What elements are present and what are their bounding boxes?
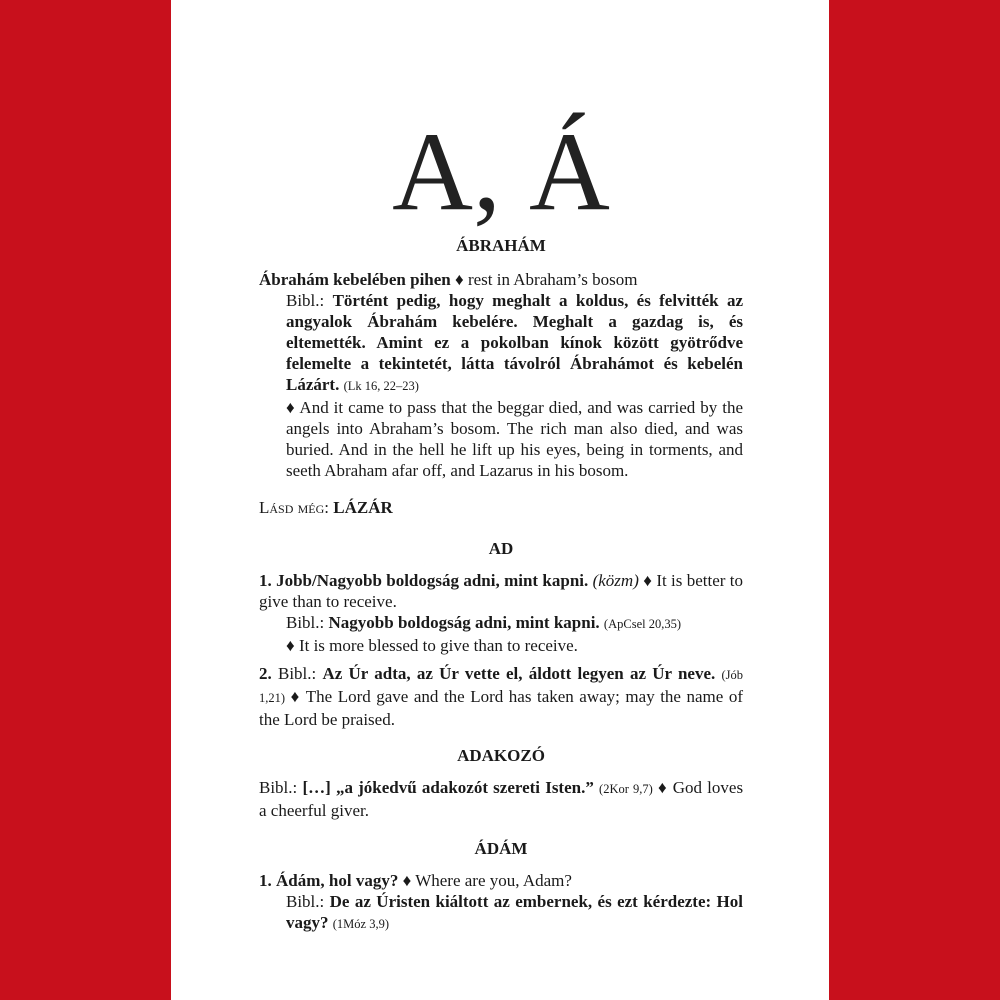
translation: rest in Abraham’s bosom: [467, 270, 638, 289]
section-letter: A, Á: [392, 110, 610, 234]
diamond-separator: ♦: [286, 636, 295, 655]
diamond-separator: ♦: [402, 871, 412, 890]
bible-quote: Az Úr adta, az Úr vette el, áldott legyen az Úr neve.: [322, 664, 716, 683]
see-also-label: Lásd még:: [259, 498, 330, 517]
bible-quote-english: It is more blessed to give than to receive.: [298, 636, 578, 655]
translation: The Lord gave and the Lord has taken away; may the name of the Lord be praised.: [259, 687, 743, 729]
bible-quote-english: And it came to pass that the beggar died, and was carried by the angels into Abraham’s bosom. The rich man also died, and was buried. And in the hell he lift up his eyes, being in torments, and seeth Abraham afar off, and Lazarus in his bosom.: [286, 398, 743, 480]
entry-adam-bibl: [259, 891, 743, 935]
bibl-label: Bibl.:: [286, 291, 325, 310]
bible-quote: Történt pedig, hogy meghalt a koldus, és felvitték az angyalok Ábrahám kebelére. Meghalt a gazdag is, és eltemették. Amint ez a pokolban kínok között gyötrődve felemelte a tekintetét, látta távolról Ábrahámot és kebelén Lázárt.: [286, 291, 743, 394]
phrase: Ádám, hol vagy?: [276, 871, 399, 890]
bibl-label: Bibl.:: [277, 664, 317, 683]
entry-ad-sense-2: [259, 663, 743, 730]
phrase: Jobb/Nagyobb boldogság adni, mint kapni.: [276, 571, 589, 590]
entry-abraham-bibl: [259, 290, 743, 481]
diamond-separator: ♦: [286, 398, 296, 417]
bibl-label: Bibl.:: [286, 613, 325, 632]
headword-ad: AD: [488, 539, 514, 558]
bible-reference: (Lk 16, 22–23): [343, 379, 419, 393]
bibl-label: Bibl.:: [286, 892, 325, 911]
diamond-separator: ♦: [643, 571, 652, 590]
translation: God loves a cheerful giver.: [259, 778, 744, 820]
diamond-separator: ♦: [657, 778, 668, 797]
entry-ad-sense-1-bibl: [259, 612, 743, 656]
entry-abraham-phrase: [259, 269, 743, 290]
see-also-link[interactable]: LÁZÁR: [333, 498, 393, 517]
translation: It is better to give than to receive.: [259, 571, 743, 611]
bible-quote: De az Úristen kiáltott az embernek, és ezt kérdezte: Hol vagy?: [286, 892, 743, 932]
sense-number: 1.: [259, 871, 272, 890]
diamond-separator: ♦: [455, 270, 464, 289]
dictionary-page: [171, 0, 829, 1000]
headword-abraham: ÁBRAHÁM: [456, 236, 546, 255]
bible-reference: (Jób 1,21): [259, 668, 744, 705]
bible-quote: […] „a jókedvű adakozót szereti Isten.”: [302, 778, 594, 797]
entry-ad-sense-1: [259, 570, 743, 612]
bibl-label: Bibl.:: [259, 778, 298, 797]
sense-number: 2.: [259, 664, 272, 683]
headword-adam: ÁDÁM: [474, 839, 528, 858]
headword-adakozo: ADAKOZÓ: [457, 746, 545, 765]
translation: Where are you, Adam?: [415, 871, 572, 890]
sense-number: 1.: [259, 571, 272, 590]
bible-reference: (ApCsel 20,35): [603, 617, 681, 631]
usage-tag: (közm): [592, 571, 639, 590]
phrase: Ábrahám kebelében pihen: [259, 270, 451, 289]
bible-quote: Nagyobb boldogság adni, mint kapni.: [328, 613, 600, 632]
entry-adam-sense-1: [259, 870, 743, 891]
diamond-separator: ♦: [290, 687, 301, 706]
entry-abraham-see-also: [259, 497, 743, 518]
bible-reference: (1Móz 3,9): [332, 917, 389, 931]
entry-adakozo-bibl: [259, 777, 743, 821]
bible-reference: (2Kor 9,7): [599, 782, 653, 796]
